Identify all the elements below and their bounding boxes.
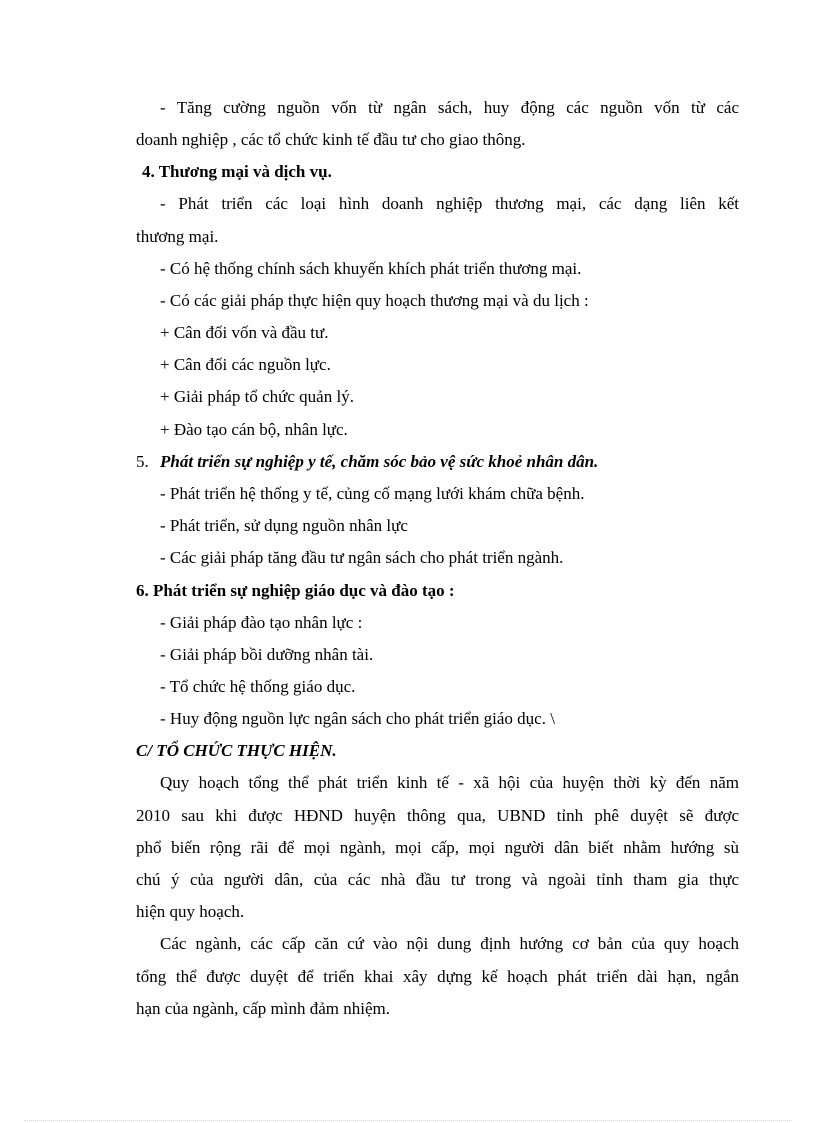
text-line: - Giải pháp bồi dưỡng nhân tài.: [160, 645, 374, 664]
text-line: + Giải pháp tổ chức quản lý.: [160, 387, 354, 406]
paragraph-line: phổ biến rộng rãi để mọi ngành, mọi cấp, mọi người dân biết nhằm hướng sù: [136, 838, 739, 857]
paragraph-line: Các ngành, các cấp căn cứ vào nội dung định hướng cơ bản của quy hoạch: [160, 934, 739, 953]
text-line: thương mại.: [136, 227, 219, 246]
section-heading-4: 4. Thương mại và dịch vụ.: [142, 162, 332, 181]
text-line: + Đào tạo cán bộ, nhân lực.: [160, 420, 348, 439]
section-title: Phát triển sự nghiệp y tế, chăm sóc bảo vệ sức khoẻ nhân dân.: [160, 452, 599, 471]
paragraph-line: Quy hoạch tổng thể phát triển kinh tế - xã hội của huyện thời kỳ đến năm: [160, 773, 739, 792]
text-line: - Huy động nguồn lực ngân sách cho phát triển giáo dục. \: [160, 709, 555, 728]
text-line: - Phát triển hệ thống y tế, củng cố mạng lưới khám chữa bệnh.: [160, 484, 585, 503]
text-line: - Giải pháp đào tạo nhân lực :: [160, 613, 363, 632]
paragraph-line: hiện quy hoạch.: [136, 902, 245, 921]
text-line: - Tổ chức hệ thống giáo dục.: [160, 677, 356, 696]
text-line: - Phát triển các loại hình doanh nghiệp thương mại, các dạng liên kết: [160, 194, 739, 213]
section-heading-6: 6. Phát triển sự nghiệp giáo dục và đào tạo :: [136, 581, 455, 600]
text-line: doanh nghiệp , các tổ chức kinh tế đầu tư cho giao thông.: [136, 130, 526, 149]
text-line: - Phát triển, sử dụng nguồn nhân lực: [160, 516, 408, 535]
paragraph-line: tổng thể được duyệt để triển khai xây dựng kế hoạch phát triển dài hạn, ngắn: [136, 967, 739, 986]
text-line: - Tăng cường nguồn vốn từ ngân sách, huy động các nguồn vốn từ các: [160, 98, 739, 117]
text-line: + Cân đối các nguồn lực.: [160, 355, 331, 374]
section-number: 5.: [136, 452, 149, 471]
text-line: - Có hệ thống chính sách khuyến khích phát triển thương mại.: [160, 259, 582, 278]
text-line: - Các giải pháp tăng đầu tư ngân sách cho phát triển ngành.: [160, 548, 564, 567]
paragraph-line: chú ý của người dân, của các nhà đầu tư trong và ngoài tỉnh tham gia thực: [136, 870, 739, 889]
section-heading-5: [136, 451, 739, 473]
text-line: + Cân đối vốn và đầu tư.: [160, 323, 329, 342]
paragraph-line: 2010 sau khi được HĐND huyện thông qua, UBND tỉnh phê duyệt sẽ được: [136, 806, 739, 825]
section-heading-c: C/ TỔ CHỨC THỰC HIỆN.: [136, 741, 337, 760]
text-line: - Có các giải pháp thực hiện quy hoạch thương mại và du lịch :: [160, 291, 589, 310]
page-bottom-divider: [24, 1120, 792, 1121]
paragraph-line: hạn của ngành, cấp mình đảm nhiệm.: [136, 999, 390, 1018]
